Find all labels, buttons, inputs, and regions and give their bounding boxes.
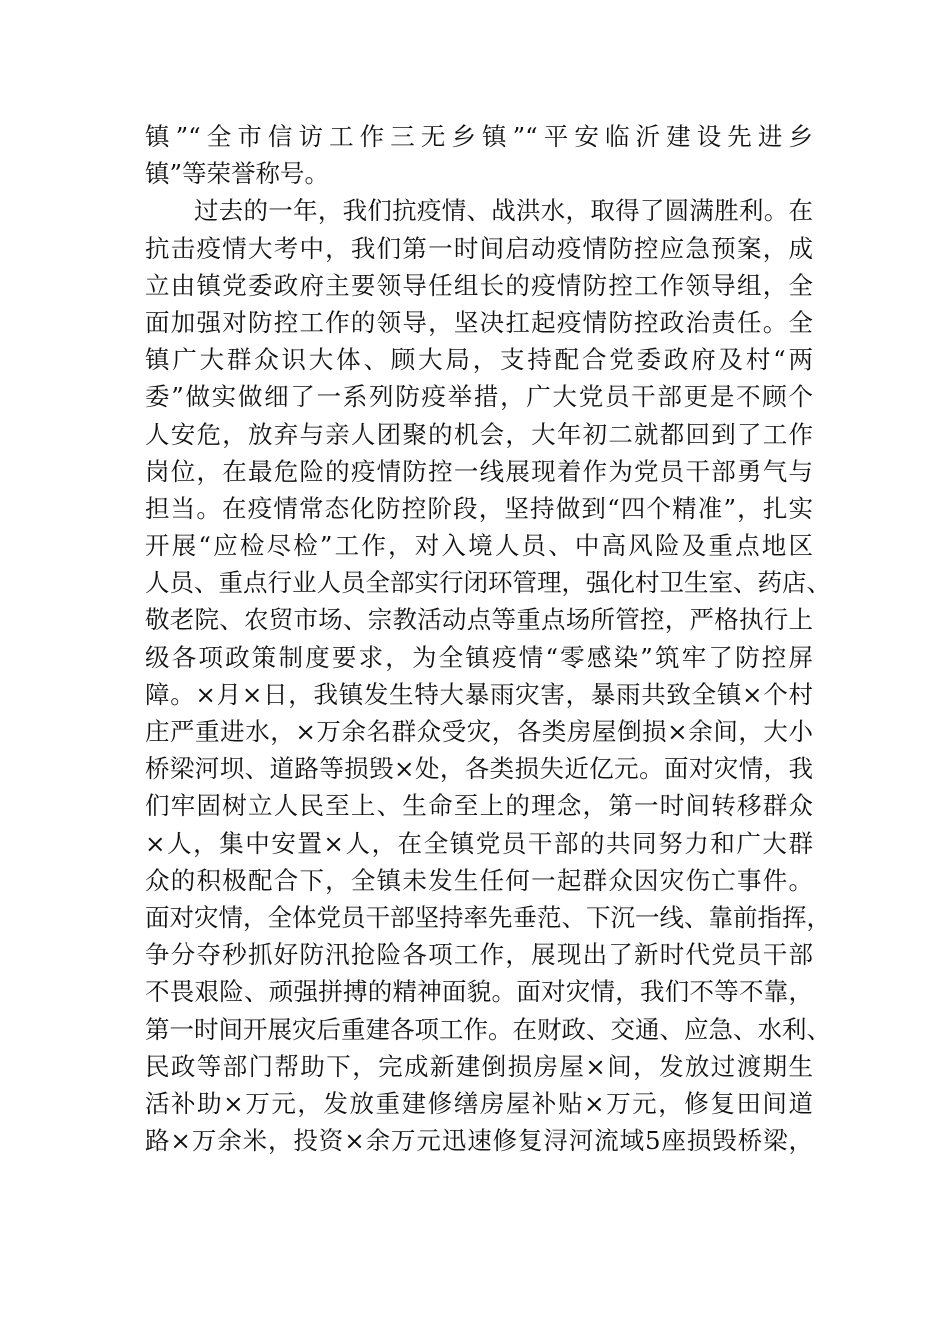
text-line: 活补助×万元，发放重建修缮房屋补贴×万元，修复田间道 <box>145 1088 813 1118</box>
text-line: 第一时间开展灾后重建各项工作。在财政、交通、应急、水利、 <box>145 1014 831 1044</box>
text-line: 面对灾情，全体党员干部坚持率先垂范、下沉一线、靠前指挥， <box>145 902 831 932</box>
text-line: 敬老院、农贸市场、宗教活动点等重点场所管控，严格执行上 <box>145 605 813 635</box>
text-line: ×人，集中安置×人，在全镇党员干部的共同努力和广大群 <box>145 828 813 858</box>
text-line: 不畏艰险、顽强拼搏的精神面貌。面对灾情，我们不等不靠， <box>145 977 813 1007</box>
text-line: 庄严重进水，×万余名群众受灾，各类房屋倒损×余间，大小 <box>145 717 813 746</box>
text-line: 面加强对防控工作的领导，坚决扛起疫情防控政治责任。全 <box>145 307 813 337</box>
text-line: 立由镇党委政府主要领导任组长的疫情防控工作领导组，全 <box>145 270 813 300</box>
text-line: 人安危，放弃与亲人团聚的机会，大年初二就都回到了工作 <box>145 419 813 449</box>
text-line: 岗位，在最危险的疫情防控一线展现着作为党员干部勇气与 <box>145 456 813 486</box>
text-line: 争分夺秒抓好防汛抢险各项工作，展现出了新时代党员干部 <box>145 940 813 970</box>
text-line: 民政等部门帮助下，完成新建倒损房屋×间，发放过渡期生 <box>145 1051 813 1081</box>
text-line: 人员、重点行业人员全部实行闭环管理，强化村卫生室、药店、 <box>145 568 831 598</box>
text-line: 们牢固树立人民至上、生命至上的理念，第一时间转移群众 <box>145 791 813 821</box>
text-line: 担当。在疫情常态化防控阶段，坚持做到“四个精准”，扎实 <box>145 493 813 523</box>
text-line: 委”做实做细了一系列防疫举措，广大党员干部更是不顾个 <box>145 382 813 412</box>
body-text <box>145 118 831 1159</box>
text-line: 镇广大群众识大体、顾大局，支持配合党委政府及村“两 <box>145 345 813 375</box>
text-line: 镇”等荣誉称号。 <box>145 159 330 189</box>
text-line: 众的积极配合下，全镇未发生任何一起群众因灾伤亡事件。 <box>145 865 813 895</box>
text-line: 镇”“全市信访工作三无乡镇”“平安临沂建设先进乡 <box>145 122 813 151</box>
text-line: 抗击疫情大考中，我们第一时间启动疫情防控应急预案，成 <box>145 233 813 263</box>
text-line: 级各项政策制度要求，为全镇疫情“零感染”筑牢了防控屏 <box>145 642 813 672</box>
paragraph-first-line: 过去的一年，我们抗疫情、战洪水，取得了圆满胜利。在 <box>194 196 813 226</box>
text-line: 路×万余米，投资×余万元迅速修复浔河流域5座损毁桥梁， <box>145 1126 813 1156</box>
text-line: 桥梁河坝、道路等损毁×处，各类损失近亿元。面对灾情，我 <box>145 754 813 784</box>
text-line: 开展“应检尽检”工作，对入境人员、中高风险及重点地区 <box>145 531 813 561</box>
text-line: 障。×月×日，我镇发生特大暴雨灾害，暴雨共致全镇×个村 <box>145 679 813 709</box>
